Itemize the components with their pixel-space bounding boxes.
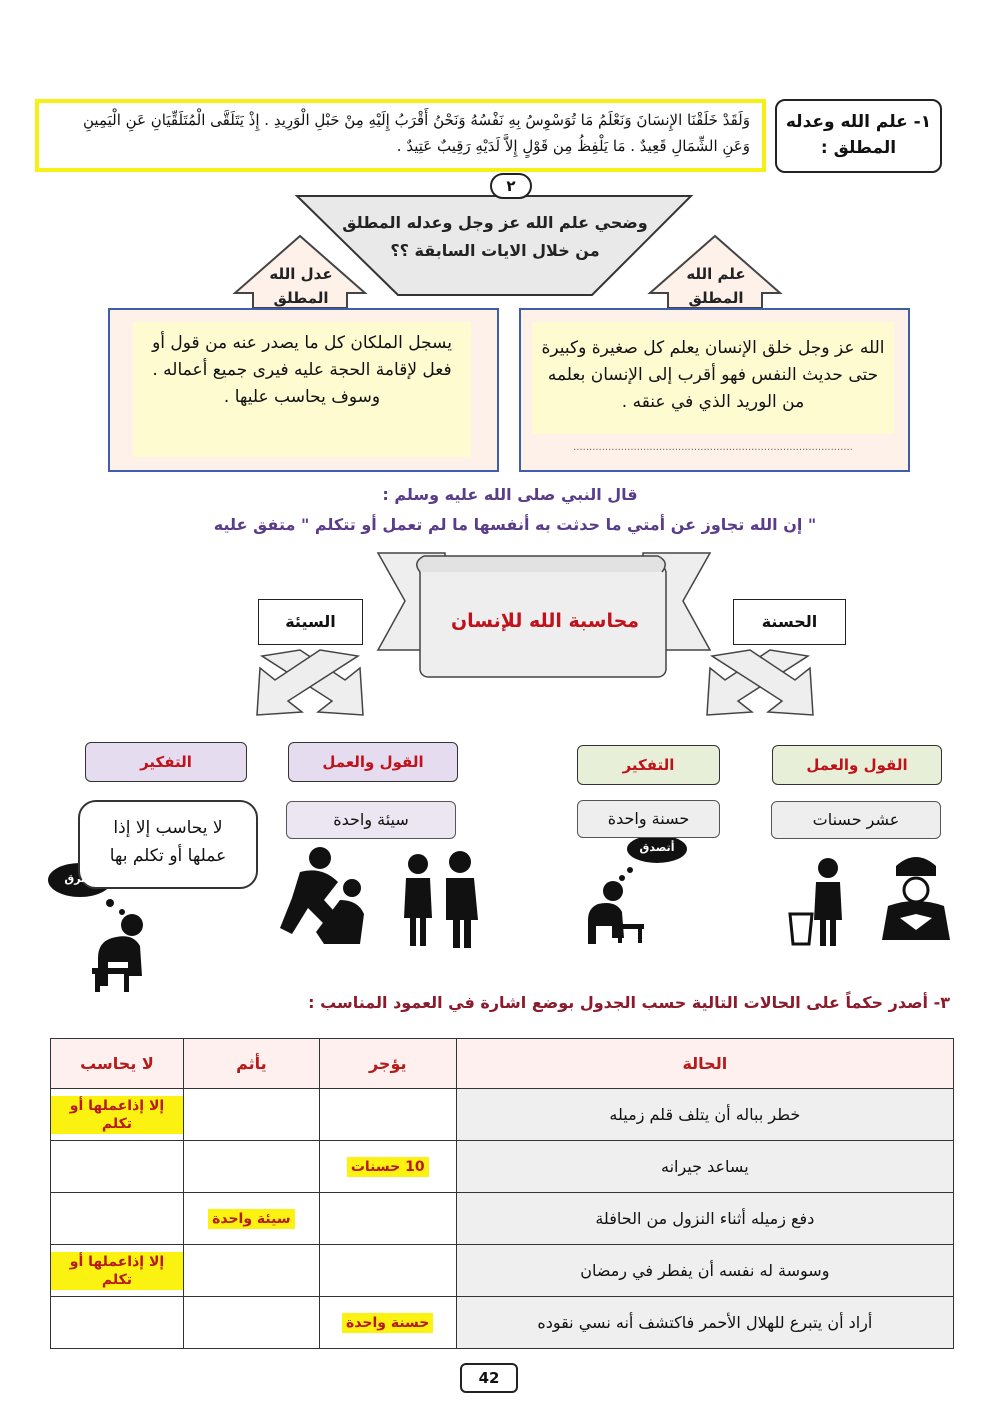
table-row xyxy=(51,1089,954,1141)
not-judged-cell[interactable] xyxy=(51,1297,184,1349)
fighting-people-icon xyxy=(280,847,364,944)
person-reading-quran-icon xyxy=(882,857,950,940)
hadith-intro: قال النبي صلى الله عليه وسلم : xyxy=(382,485,638,504)
good-thinking-category: التفكير xyxy=(577,745,720,785)
person-trash-icon xyxy=(790,858,842,946)
good-word-deed-category: القول والعمل xyxy=(772,745,942,785)
cases-table xyxy=(50,1038,954,1349)
table-row xyxy=(51,1245,954,1297)
lesson-title: ١- علم الله وعدله المطلق : xyxy=(775,99,942,173)
not-judged-cell[interactable] xyxy=(51,1089,184,1141)
table-row xyxy=(51,1193,954,1245)
two-people-icon xyxy=(404,851,478,948)
right-heading-line-1: علم الله xyxy=(686,265,746,283)
sins-cell[interactable] xyxy=(183,1193,319,1245)
rewarded-cell[interactable] xyxy=(319,1141,456,1193)
left-heading-line-1: عدل الله xyxy=(269,265,333,283)
page-number: 42 xyxy=(460,1363,518,1393)
question-line-2: من خلال الايات السابقة ؟؟ xyxy=(390,241,600,260)
quran-verse: وَلَقَدْ خَلَقْنَا الإِنسَانَ وَنَعْلَمُ مَا تُوَسْوِسُ بِهِ نَفْسُهُ وَنَحْنُ أَقْرَبُ إِلَيْهِ مِنْ حَبْلِ الْوَرِيدِ . إِذْ يَتَلَقَّى الْمُتَلَقِّيَانِ عَنِ الْيَمِينِ وَعَنِ الشِّمَالِ قَعِيدٌ . مَا يَلْفِظُ مِن قَوْلٍ إِلاَّ لَدَيْهِ رَقِيبٌ عَتِيدٌ . xyxy=(35,99,766,172)
bad-thinking-value: لا يحاسب إلا إذا عملها أو تكلم بها xyxy=(78,800,258,889)
left-panel-text: يسجل الملكان كل ما يصدر عنه من قول أو فعل لإقامة الحجة عليه فيرى جميع أعماله . وسوف يحاسب عليها . xyxy=(152,333,452,407)
sins-cell[interactable] xyxy=(183,1245,319,1297)
question-number-badge: ٢ xyxy=(490,173,532,199)
question-line-1: وضحي علم الله عز وجل وعدله المطلق xyxy=(342,213,648,232)
case-cell: أراد أن يتبرع للهلال الأحمر فاكتشف أنه نسي نقوده xyxy=(456,1297,953,1349)
rewarded-cell[interactable] xyxy=(319,1089,456,1141)
bad-thinking-category: التفكير xyxy=(85,742,247,782)
good-deed-label: الحسنة xyxy=(733,599,846,645)
case-cell: يساعد جيرانه xyxy=(456,1141,953,1193)
answer-highlight: إلا إذاعملها أو تكلم xyxy=(51,1252,183,1290)
left-heading-line-2: المطلق xyxy=(273,289,329,307)
exercise-instruction: ٣- أصدر حكماً على الحالات التالية حسب الجدول بوضع اشارة في العمود المناسب : xyxy=(308,993,950,1012)
bad-word-deed-value: سيئة واحدة xyxy=(286,801,456,839)
bad-word-deed-category: القول والعمل xyxy=(288,742,458,782)
good-thinking-value: حسنة واحدة xyxy=(577,800,720,838)
right-heading-line-2: المطلق xyxy=(688,289,744,307)
answer-highlight: حسنة واحدة xyxy=(342,1313,433,1333)
case-cell: دفع زميله أثناء النزول من الحافلة xyxy=(456,1193,953,1245)
right-panel-dotted-line: ........................................................................................ xyxy=(573,442,853,453)
header-rewarded: يؤجر xyxy=(319,1039,456,1089)
answer-highlight: إلا إذاعملها أو تكلم xyxy=(51,1096,183,1134)
thought-bubble-good-text: أتصدق xyxy=(639,841,675,854)
header-sins: يأثم xyxy=(183,1039,319,1089)
not-judged-cell[interactable] xyxy=(51,1141,184,1193)
sins-cell[interactable] xyxy=(183,1297,319,1349)
hadith-text: " إن الله تجاوز عن أمتي ما حدثت به أنفسها ما لم تعمل أو تتكلم " متفق عليه xyxy=(213,515,817,534)
case-cell: خطر بباله أن يتلف قلم زميله xyxy=(456,1089,953,1141)
header-case: الحالة xyxy=(456,1039,953,1089)
sins-cell[interactable] xyxy=(183,1089,319,1141)
table-header-row xyxy=(51,1039,954,1089)
table-row xyxy=(51,1141,954,1193)
answer-highlight: 10 حسنات xyxy=(347,1157,429,1177)
header-not-judged: لا يحاسب xyxy=(51,1039,184,1089)
accountability-title: محاسبة الله للإنسان xyxy=(450,610,640,632)
rewarded-cell[interactable] xyxy=(319,1297,456,1349)
not-judged-cell[interactable] xyxy=(51,1245,184,1297)
table-row xyxy=(51,1297,954,1349)
rewarded-cell[interactable] xyxy=(319,1193,456,1245)
thought-bubble-bad-text: أسرق xyxy=(64,872,96,885)
right-panel-text: الله عز وجل خلق الإنسان يعلم كل صغيرة وكبيرة حتى حديث النفس فهو أقرب إلى الإنسان بعلمه من الوريد الذي في عنقه . xyxy=(541,338,885,412)
not-judged-cell[interactable] xyxy=(51,1193,184,1245)
bad-deed-label: السيئة xyxy=(258,599,363,645)
rewarded-cell[interactable] xyxy=(319,1245,456,1297)
answer-highlight: سيئة واحدة xyxy=(208,1209,295,1229)
good-word-deed-value: عشر حسنات xyxy=(771,801,941,839)
case-cell: وسوسة له نفسه أن يفطر في رمضان xyxy=(456,1245,953,1297)
sins-cell[interactable] xyxy=(183,1141,319,1193)
